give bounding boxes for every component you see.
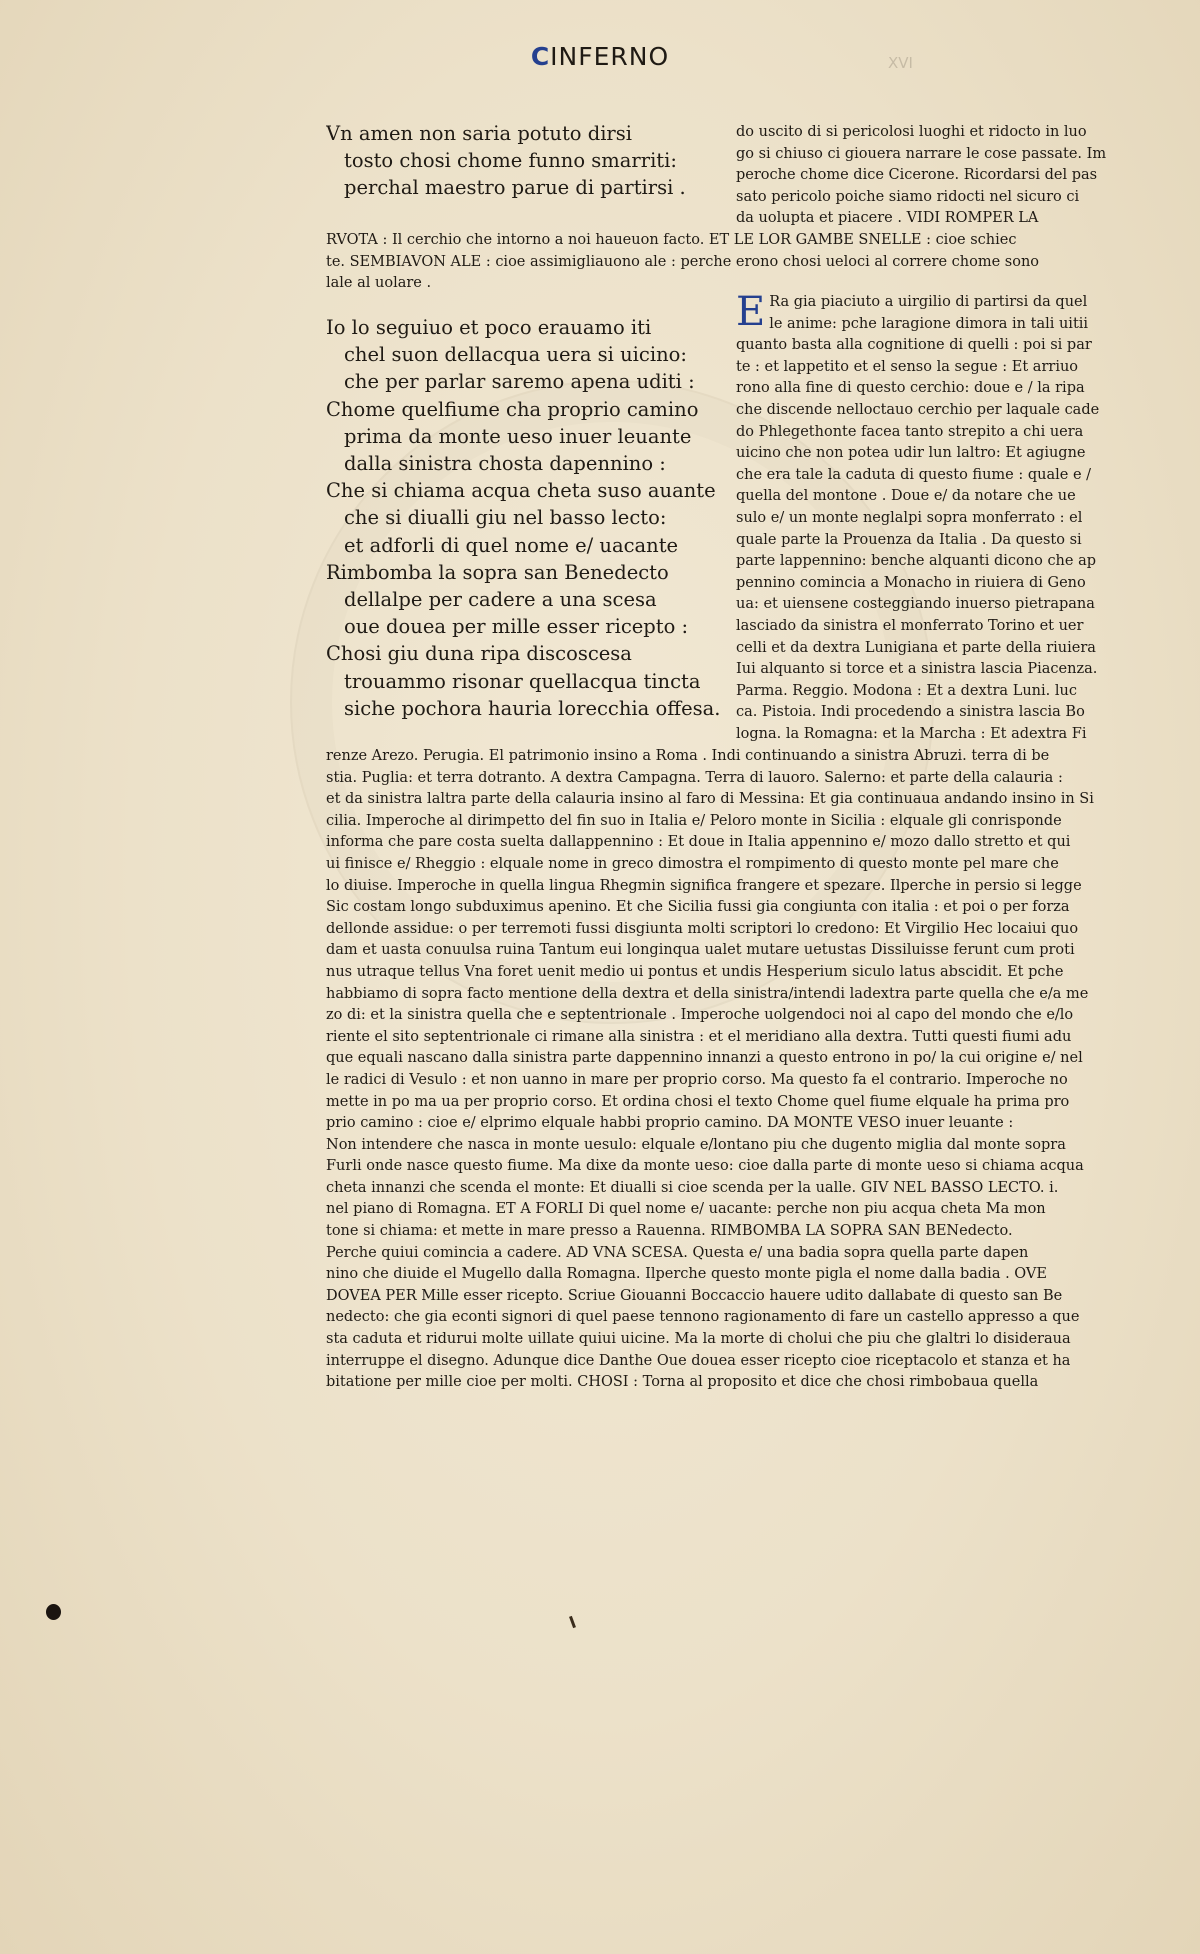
gloss-line: tone si chiama: et mette in mare presso a Rauenna. RIMBOMBA LA SOPRA SAN BENedecto. (326, 1223, 1013, 1240)
gloss-line: prio camino : cioe e/ elprimo elquale habbi proprio camino. DA MONTE VESO inuer leuante : (326, 1115, 1014, 1132)
gloss-line: RVOTA : Il cerchio che intorno a noi haueuon facto. ET LE LOR GAMBE SNELLE : cioe schiec (326, 232, 1017, 248)
verse-line: Io lo seguiuo et poco erauamo iti (326, 316, 652, 339)
gloss-line: do uscito di si pericolosi luoghi et ridocto in luo (736, 124, 1087, 140)
verse-line: trouammo risonar quellacqua tincta (344, 669, 701, 693)
title-initial: C (530, 42, 551, 71)
gloss-line: que equali nascano dalla sinistra parte dappennino innanzi a questo entrono in po/ la cui origine e/ nel (326, 1050, 1083, 1067)
gloss-line: lasciado da sinistra el monferrato Torino et uer (736, 617, 1084, 634)
gloss-line: pennino comincia a Monacho in riuiera di Geno (736, 574, 1086, 591)
gloss-line: Parma. Reggio. Modona : Et a dextra Luni. luc (736, 682, 1077, 699)
gloss-line: dam et uasta conuulsa ruina Tantum eui longinqua ualet mutare uetustas Dissiluisse ferunt cum proti (326, 942, 1075, 959)
gloss-line: bitatione per mille cioe per molti. CHOSI : Torna al proposito et dice che chosi rimbobaua quella (326, 1374, 1039, 1391)
gloss-line: quanto basta alla cognitione di quelli : poi si par (736, 337, 1092, 354)
verse-line: prima da monte ueso inuer leuante (344, 424, 692, 448)
verse-line: perchal maestro parue di partirsi . (344, 176, 686, 200)
verse-line: tosto chosi chome funno smarriti: (344, 149, 677, 173)
gloss-line: sato pericolo poiche siamo ridocti nel sicuro ci (736, 188, 1080, 205)
verse-line: Che si chiama acqua cheta suso auante (326, 479, 716, 503)
verse-line: oue douea per mille esser ricepto : (344, 615, 689, 639)
verse-line: che per parlar saremo apena uditi : (344, 370, 695, 394)
gloss-line: lo diuise. Imperoche in quella lingua Rhegmin significa frangere et spezare. Ilperche in persio si legge (326, 877, 1082, 894)
ink-blot (46, 1604, 61, 1620)
gloss-line: nedecto: che gia econti signori di quel paese tennono ragionamento di fare un castello appresso a que (326, 1309, 1080, 1326)
gloss-line: parte lappennino: benche alquanti dicono che ap (736, 553, 1097, 570)
verse-line: Chome quelfiume cha proprio camino (326, 397, 699, 421)
gloss-line: rono alla fine di questo cerchio: doue e / la ripa (736, 380, 1085, 397)
gloss-line: interruppe el disegno. Adunque dice Danthe Oue douea esser ricepto cioe riceptacolo et stanza et ha (326, 1352, 1071, 1369)
verses-middle (326, 314, 720, 722)
gloss-line: peroche chome dice Cicerone. Ricordarsi del pas (736, 167, 1098, 184)
gloss-line: mette in po ma ua per proprio corso. Et ordina chosi el texto Chome quel fiume elquale ha prima pro (326, 1093, 1070, 1110)
gloss-line: che discende nelloctauo cerchio per laquale cade (736, 401, 1100, 418)
gloss-line: riente el sito septentrionale ci rimane alla sinistra : et el meridiano alla dextra. Tutti questi fiumi adu (326, 1028, 1072, 1045)
gloss-wide-1 (326, 230, 1116, 295)
gloss-line: go si chiuso ci giouera narrare le cose passate. Im (736, 145, 1107, 162)
gloss-line: dellonde assidue: o per terremoti fussi disgiunta molti scriptori lo credono: Et Virgilio Hec locaiui quo (326, 920, 1079, 937)
gloss-line: Furli onde nasce questo fiume. Ma dixe da monte ueso: cioe dalla parte di monte ueso si chiama acqua (326, 1158, 1084, 1175)
verse-line: et adforli di quel nome e/ uacante (344, 533, 679, 557)
gloss-line: Perche quiui comincia a cadere. AD VNA SCESA. Questa e/ una badia sopra quella parte dapen (326, 1244, 1029, 1261)
verse-line: Vn amen non saria potuto dirsi (326, 122, 633, 145)
gloss-line: do Phlegethonte facea tanto strepito a chi uera (736, 423, 1084, 440)
verse-line: chel suon dellacqua uera si uicino: (344, 343, 687, 367)
page-title (0, 42, 1200, 71)
gloss-line: celli et da dextra Lunigiana et parte della riuiera (736, 639, 1096, 656)
gloss-line: renze Arezo. Perugia. El patrimonio insino a Roma . Indi continuando a sinistra Abruzi. terra di be (326, 748, 1050, 764)
gloss-line: ca. Pistoia. Indi procedendo a sinistra lascia Bo (736, 704, 1085, 721)
gloss-line: sta caduta et ridurui molte uillate quiui uicine. Ma la morte di cholui che piu che glaltri lo disideraua (326, 1331, 1071, 1348)
gloss-line: cilia. Imperoche al dirimpetto del fin suo in Italia e/ Peloro monte in Sicilia : elquale gli conrisponde (326, 812, 1062, 829)
verse-line: siche pochora hauria lorecchia offesa. (344, 696, 721, 720)
show-through-leaf-number: XVI (888, 54, 913, 72)
gloss-line: sulo e/ un monte neglalpi sopra monferrato : el (736, 509, 1083, 526)
gloss-line: le radici di Vesulo : et non uanno in mare per proprio corso. Ma questo fa el contrario. Imperoche no (326, 1071, 1068, 1088)
gloss-line: che era tale la caduta di questo fiume : quale e / (736, 466, 1092, 483)
gloss-line: nel piano di Romagna. ET A FORLI Di quel nome e/ uacante: perche non piu acqua cheta Ma mon (326, 1201, 1046, 1218)
gloss-line: ua: et uiensene costeggiando inuerso pietrapana (736, 596, 1095, 613)
gloss-line: habbiamo di sopra facto mentione della dextra et della sinistra/intendi ladextra parte quella che e/a me (326, 985, 1089, 1002)
gloss-line: Non intendere che nasca in monte uesulo: elquale e/lontano piu che dugento miglia dal monte sopra (326, 1136, 1066, 1153)
gloss-line: E Ra gia piaciuto a uirgilio di partirsi da quel le anime: pche laragione dimora in tali uitii (736, 292, 1089, 335)
verse-line: Rimbomba la sopra san Benedecto (326, 560, 669, 584)
gloss-line: te. SEMBIAVON ALE : cioe assimigliauono ale : perche erono chosi ueloci al correre chome sono (326, 253, 1040, 270)
gloss-line: nino che diuide el Mugello dalla Romagna. Ilperche questo monte pigla el nome dalla badia . OVE (326, 1266, 1047, 1283)
gloss-line: zo di: et la sinistra quella che e septentrionale . Imperoche uolgendoci noi al capo del mondo che e/lo (326, 1007, 1074, 1024)
verse-line: dellalpe per cadere a una scesa (344, 588, 657, 612)
gloss-line: cheta innanzi che scenda el monte: Et diualli si cioe scenda per la ualle. GIV NEL BASSO LECTO. i. (326, 1179, 1059, 1196)
gloss-line: stia. Puglia: et terra dotranto. A dextra Campagna. Terra di lauoro. Salerno: et parte della calauria : (326, 769, 1063, 786)
verses-top (326, 120, 686, 202)
gloss-line: DOVEA PER Mille esser ricepto. Scriue Giouanni Boccaccio hauere udito dallabate di questo san Be (326, 1287, 1063, 1304)
gloss-line: logna. la Romagna: et la Marcha : Et adextra Fi (736, 725, 1087, 742)
gloss-wide-2 (326, 746, 1116, 1394)
gloss-line: da uolupta et piacere . VIDI ROMPER LA (736, 210, 1039, 227)
title-text: INFERNO (550, 42, 670, 71)
gloss-line: et da sinistra laltra parte della calauria insino al faro di Messina: Et gia continuaua andando insino in Si (326, 791, 1094, 808)
verse-line: che si diualli giu nel basso lecto: (344, 506, 667, 530)
gloss-line: uicino che non potea udir lun laltro: Et agiugne (736, 445, 1086, 462)
gloss-top-right (736, 122, 1116, 230)
gloss-line: informa che pare costa suelta dallappennino : Et doue in Italia appennino e/ mozo dallo stretto et qui (326, 834, 1071, 851)
drop-cap: E (736, 292, 766, 335)
gloss-line: nus utraque tellus Vna foret uenit medio ui pontus et undis Hesperium siculo latus abscidit. Et pche (326, 963, 1064, 980)
gloss-line: Sic costam longo subduximus apenino. Et che Sicilia fussi gia congiunta con italia : et poi o per forza (326, 899, 1070, 916)
gloss-right-column (736, 292, 1116, 745)
gloss-line: ui finisce e/ Rheggio : elquale nome in greco dimostra el rompimento di questo monte pel mare che (326, 855, 1059, 872)
gloss-line: te : et lappetito et el senso la segue : Et arriuo (736, 358, 1079, 375)
gloss-line: lale al uolare . (326, 275, 432, 292)
ink-mark (569, 1616, 576, 1628)
gloss-line: quella del montone . Doue e/ da notare che ue (736, 488, 1076, 505)
gloss-line: Iui alquanto si torce et a sinistra lascia Piacenza. (736, 661, 1098, 678)
verse-line: dalla sinistra chosta dapennino : (344, 452, 666, 476)
verse-line: Chosi giu duna ripa discoscesa (326, 642, 632, 666)
gloss-line: quale parte la Prouenza da Italia . Da questo si (736, 531, 1082, 548)
